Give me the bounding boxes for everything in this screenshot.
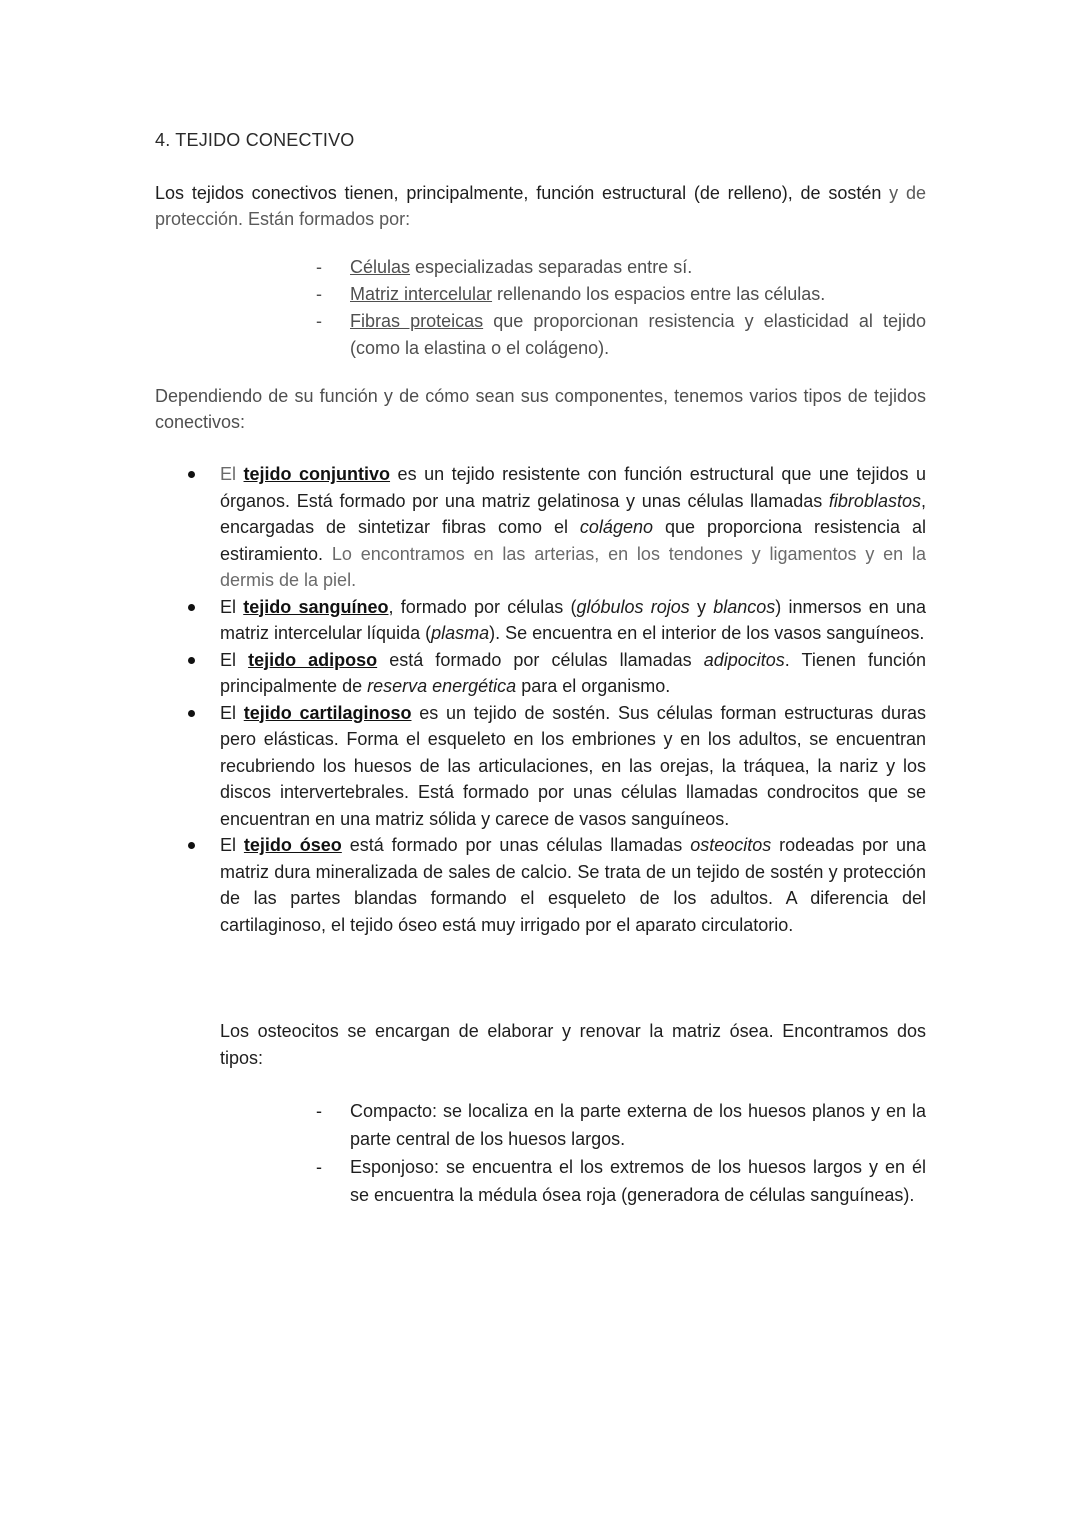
- list-item: El tejido sanguíneo, formado por células (glóbulos rojos y blancos) inmersos en una matriz intercelular líquida (plasma). Se encuentra en el interior de los vasos sanguíneos.: [155, 594, 926, 647]
- dash-marker: -: [316, 311, 322, 331]
- intro-text-1: Los tejidos conectivos tienen, principalmente, función estructural (de relleno), de sostén: [155, 183, 882, 203]
- bullet-icon: [188, 604, 195, 611]
- bullet-icon: [188, 471, 195, 478]
- component-text: rellenando los espacios entre las células.: [492, 284, 826, 304]
- bullet-icon: [188, 710, 195, 717]
- list-item: [155, 254, 926, 281]
- tissue-name: tejido conjuntivo: [243, 464, 391, 484]
- bullet-icon: [188, 657, 195, 664]
- component-text: que proporcionan resistencia y elasticidad al tejido (como la elastina o el colágeno).: [350, 311, 926, 358]
- intro-text-2: y de protección. Están formados por:: [155, 183, 926, 229]
- list-item: [155, 1097, 926, 1153]
- components-list: [155, 254, 926, 362]
- bullet-icon: [188, 842, 195, 849]
- list-item: [155, 308, 926, 362]
- dash-marker: -: [316, 1157, 322, 1177]
- intro-paragraph: [155, 180, 926, 232]
- tissue-name: tejido cartilaginoso: [243, 702, 412, 723]
- list-item: El tejido conjuntivo es un tejido resistente con función estructural que une tejidos u órganos. Está formado por una matriz gelatinosa y unas células llamadas fibroblastos, encargadas de sintetizar fibras como el colágeno que proporciona resistencia al estiramiento. Lo encontramos en las arterias, en los tendones y ligamentos y en la dermis de la piel.: [155, 461, 926, 594]
- dash-marker: -: [316, 284, 322, 304]
- list-item: El tejido cartilaginoso es un tejido de sostén. Sus células forman estructuras duras pero elásticas. Forma el esqueleto en los embriones y en los adultos, se encuentran recubriendo los huesos de las articulaciones, en las orejas, la tráquea, la nariz y los discos intervertebrales. Está formado por unas células llamadas condrocitos que se encuentran en una matriz sólida y carece de vasos sanguíneos.: [155, 700, 926, 833]
- tissue-types-list: [155, 461, 926, 938]
- osteocytes-paragraph: Los osteocitos se encargan de elaborar y renovar la matriz ósea. Encontramos dos tipos:: [220, 1021, 926, 1068]
- list-item: El tejido adiposo está formado por células llamadas adipocitos. Tienen función principalmente de reserva energética para el organismo.: [155, 647, 926, 700]
- list-item: El tejido óseo está formado por unas células llamadas osteocitos rodeadas por una matriz dura mineralizada de sales de calcio. Se trata de un tejido de sostén y protección de las partes blandas formando el esqueleto de los adultos. A diferencia del cartilaginoso, el tejido óseo está muy irrigado por el aparato circulatorio.: [155, 832, 926, 938]
- tissue-name: tejido óseo: [243, 835, 342, 855]
- component-text: especializadas separadas entre sí.: [410, 257, 693, 277]
- list-item: [155, 281, 926, 308]
- types-intro-paragraph: Dependiendo de su función y de cómo sean sus componentes, tenemos varios tipos de tejidos conectivos:: [155, 386, 926, 432]
- tissue-name: tejido adiposo: [248, 649, 378, 670]
- component-term: Células: [350, 257, 411, 277]
- component-term: Fibras proteicas: [350, 311, 484, 331]
- bone-types-list: [155, 1097, 926, 1209]
- dash-marker: -: [316, 1101, 322, 1121]
- dash-marker: -: [316, 257, 322, 277]
- bone-type-text: Compacto: se localiza en la parte externa de los huesos planos y en la parte central de los huesos largos.: [350, 1101, 926, 1149]
- component-term: Matriz intercelular: [350, 284, 493, 304]
- bone-type-text: Esponjoso: se encuentra el los extremos de los huesos largos y en él se encuentra la médula ósea roja (generadora de células sanguíneas).: [350, 1157, 926, 1205]
- section-heading: 4. TEJIDO CONECTIVO: [155, 130, 355, 150]
- list-item: [155, 1153, 926, 1209]
- tissue-name: tejido sanguíneo: [243, 596, 389, 617]
